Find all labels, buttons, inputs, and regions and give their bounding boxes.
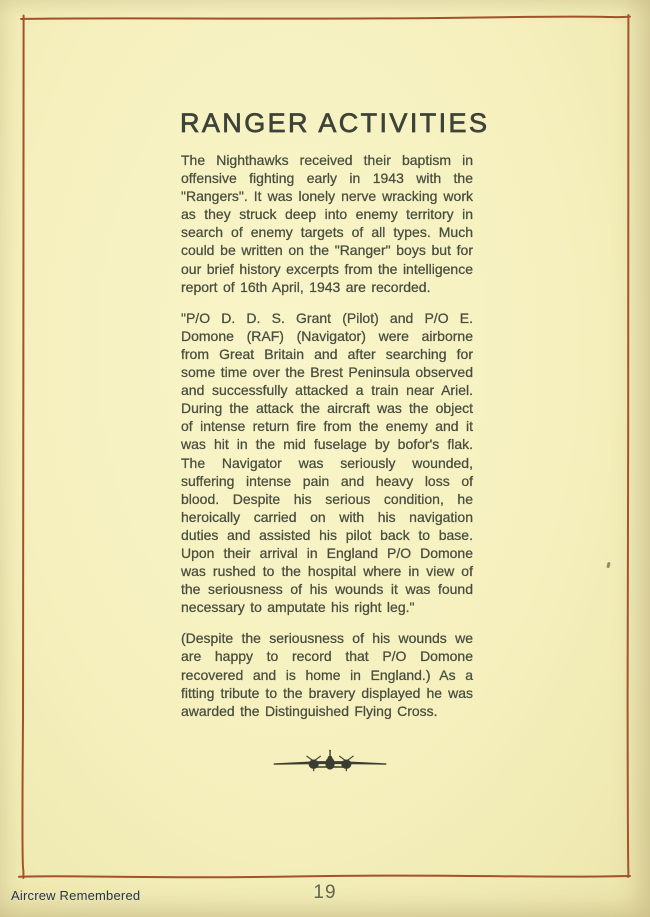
paragraph-intelligence-report: "P/O D. D. S. Grant (Pilot) and P/O E. Domone (RAF) (Navigator) were airborne from Great Britain and after searching for some time over the Brest Peninsula observed and successfully attacked a train near Ariel. During the attack the aircraft was the object of intense return fire from the enemy and it was hit in the mid fuselage by bofor's flak. The Navigator was seriously wounded, suffering intense pain and heavy loss of blood. Despite his serious condition, he heroically carried on with his navigation duties and assisted his pilot back to base. Upon their arrival in England P/O Domone was rushed to the hospital where in view of the seriousness of his wounds it was found necessary to amputate his right leg." bbox=[181, 309, 473, 616]
page-title: RANGER ACTIVITIES bbox=[180, 108, 490, 138]
body-text bbox=[181, 151, 473, 720]
scan-speck bbox=[606, 562, 610, 569]
watermark: Aircrew Remembered bbox=[11, 888, 141, 903]
paragraph-epilogue: (Despite the seriousness of his wounds we are happy to record that P/O Domone recovered and is home in England.) As a fitting tribute to the bravery displayed he was awarded the Distinguished Flying Cross. bbox=[181, 630, 473, 719]
page-number: 19 bbox=[313, 882, 337, 903]
paragraph-intro: The Nighthawks received their baptism in offensive fighting early in 1943 with the "Rangers". It was lonely nerve wracking work as they struck deep into enemy territory in search of enemy targets of all types. Much could be written on the "Ranger" boys but for our brief history excerpts from the intelligence report of 16th April, 1943 are recorded. bbox=[181, 152, 473, 295]
aircraft-icon bbox=[271, 748, 389, 778]
